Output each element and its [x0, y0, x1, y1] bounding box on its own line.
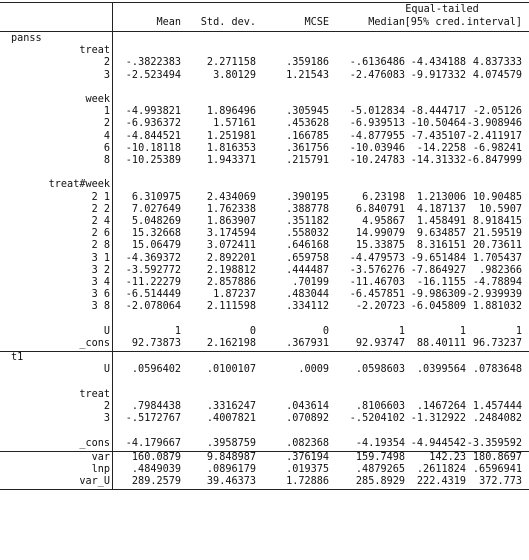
- row-label: 2 1: [91, 191, 110, 203]
- table-row: [0, 155, 529, 167]
- table-row: [0, 192, 529, 204]
- cell-value: -4.434188: [410, 57, 466, 69]
- cell-value: 1.72886: [286, 476, 329, 488]
- cell-value: 4.074579: [472, 69, 522, 81]
- blank-row: [0, 377, 529, 389]
- cell-value: -4.78894: [472, 277, 522, 288]
- cell-value: 1.881032: [472, 301, 522, 313]
- cell-value: 3.072411: [206, 240, 256, 252]
- column-header: Mean: [156, 17, 181, 28]
- subgroup-label: week: [85, 94, 110, 105]
- cell-value: .4849039: [131, 464, 181, 475]
- cell-value: 2.162198: [206, 338, 256, 349]
- cell-value: 8.918415: [472, 216, 522, 227]
- cell-value: .1467264: [416, 401, 466, 412]
- row-label: var: [91, 451, 110, 463]
- cell-value: -10.24783: [349, 155, 405, 166]
- cell-value: .8106603: [355, 401, 405, 412]
- cell-value: 285.8929: [355, 476, 405, 488]
- cell-value: .659758: [286, 252, 329, 264]
- cell-value: 1.87237: [213, 289, 256, 301]
- cell-value: .2611824: [416, 464, 466, 475]
- cell-value: -9.986309: [410, 289, 466, 301]
- cell-value: -6.045809: [410, 301, 466, 313]
- cell-value: .359186: [286, 57, 329, 69]
- row-label: 2 4: [91, 216, 110, 227]
- cell-value: 2.198812: [206, 264, 256, 276]
- cell-value: 4.837333: [472, 57, 522, 69]
- cell-value: -2.411917: [466, 130, 522, 142]
- cell-value: -14.2258: [416, 142, 466, 154]
- cell-value: 1.458491: [416, 216, 466, 227]
- cell-value: 6.310975: [131, 191, 181, 203]
- table-row: [0, 57, 529, 69]
- cell-value: -8.444717: [410, 106, 466, 118]
- cell-value: 9.634857: [416, 228, 466, 240]
- row-label: 2 2: [91, 203, 110, 215]
- row-label: 3: [103, 413, 110, 425]
- table-row: [0, 338, 529, 350]
- blank-row: [0, 314, 529, 326]
- cell-value: 1: [515, 325, 522, 337]
- cell-value: 1.896496: [206, 106, 256, 118]
- section-label: t1: [11, 352, 24, 364]
- cell-value: 5.048269: [131, 216, 181, 227]
- table-row: [0, 289, 529, 301]
- row-label: U: [103, 364, 110, 376]
- cell-value: -4.877955: [349, 130, 405, 142]
- cell-value: 88.40111: [416, 338, 466, 349]
- row-label: U: [103, 325, 110, 337]
- cell-value: -6.847999: [466, 155, 522, 166]
- cell-value: 8.316151: [416, 240, 466, 252]
- subgroup-label: treat: [79, 388, 110, 400]
- table-row: [0, 401, 529, 413]
- cell-value: -10.50464: [410, 118, 466, 130]
- cell-value: .376194: [286, 451, 329, 463]
- header-group-title: Equal-tailed: [405, 4, 479, 15]
- header-group-row: [0, 4, 529, 16]
- cell-value: .334112: [286, 301, 329, 313]
- blank-row: [0, 167, 529, 179]
- cell-value: .0399564: [416, 364, 466, 376]
- cell-value: 6.840791: [355, 203, 405, 215]
- cell-value: 1.863907: [206, 216, 256, 227]
- column-divider: [112, 2, 113, 489]
- cell-value: -.6136486: [349, 57, 405, 69]
- cell-value: -7.435107: [410, 130, 466, 142]
- cell-value: 1.816353: [206, 142, 256, 154]
- cell-value: .388778: [286, 203, 329, 215]
- cell-value: -4.179667: [125, 437, 181, 449]
- cell-value: -6.514449: [125, 289, 181, 301]
- cell-value: .70199: [292, 277, 329, 288]
- table-row: [0, 301, 529, 313]
- cell-value: 3.80129: [213, 69, 256, 81]
- row-label: _cons: [79, 338, 110, 349]
- table-row: [0, 464, 529, 476]
- cell-value: 1.943371: [206, 155, 256, 166]
- cell-value: -4.369372: [125, 252, 181, 264]
- row-label: 2 8: [91, 240, 110, 252]
- top-rule: [0, 2, 529, 3]
- cell-value: .7984438: [131, 401, 181, 412]
- cell-value: .305945: [286, 106, 329, 118]
- cell-value: -6.936372: [125, 118, 181, 130]
- table-row: [0, 265, 529, 277]
- subgroup-label: treat: [79, 45, 110, 57]
- table-row: [0, 326, 529, 338]
- cell-value: .351182: [286, 216, 329, 227]
- cell-value: 10.5907: [479, 203, 522, 215]
- table-row: [0, 438, 529, 450]
- column-header: MCSE: [304, 17, 329, 28]
- row-label: 3: [103, 69, 110, 81]
- cell-value: -4.19354: [355, 437, 405, 449]
- cell-value: -6.98241: [472, 142, 522, 154]
- table-row: [0, 204, 529, 216]
- cell-value: 2.434069: [206, 191, 256, 203]
- cell-value: .043614: [286, 401, 329, 412]
- cell-value: 96.73237: [472, 338, 522, 349]
- cell-value: 1.21543: [286, 69, 329, 81]
- cell-value: -14.31332: [410, 155, 466, 166]
- row-label: 3 6: [91, 289, 110, 301]
- cell-value: 159.7498: [355, 451, 405, 463]
- cell-value: 1: [459, 325, 466, 337]
- cell-value: 7.027649: [131, 203, 181, 215]
- cell-value: .6596941: [472, 464, 522, 475]
- table-row: [0, 253, 529, 265]
- cell-value: 92.93747: [355, 338, 405, 349]
- cell-value: -16.1155: [416, 277, 466, 288]
- cell-value: -11.22279: [125, 277, 181, 288]
- column-header: Std. dev.: [200, 17, 256, 28]
- group-row: [0, 352, 529, 364]
- cell-value: -9.917332: [410, 69, 466, 81]
- cell-value: .4879265: [355, 464, 405, 475]
- cell-value: 1.705437: [472, 252, 522, 264]
- table-row: [0, 413, 529, 425]
- row-label: lnp: [91, 464, 110, 475]
- cell-value: -11.46703: [349, 277, 405, 288]
- cell-value: 1: [398, 325, 405, 337]
- cell-value: -3.359592: [466, 437, 522, 449]
- blank-row: [0, 425, 529, 437]
- cell-value: -4.993821: [125, 106, 181, 118]
- cell-value: -2.523494: [125, 69, 181, 81]
- table-row: [0, 106, 529, 118]
- cell-value: -1.312922: [410, 413, 466, 425]
- cell-value: -9.651484: [410, 252, 466, 264]
- cell-value: 1.251981: [206, 130, 256, 142]
- table-row: [0, 143, 529, 155]
- cell-value: 39.46373: [206, 476, 256, 488]
- table-row: [0, 452, 529, 464]
- cell-value: -2.05126: [472, 106, 522, 118]
- cell-value: -10.18118: [125, 142, 181, 154]
- cell-value: -4.944542: [410, 437, 466, 449]
- row-label: 3 2: [91, 264, 110, 276]
- cell-value: .0598603: [355, 364, 405, 376]
- cell-value: -3.592772: [125, 264, 181, 276]
- cell-value: -2.939939: [466, 289, 522, 301]
- cell-value: -10.25389: [125, 155, 181, 166]
- table-row: [0, 216, 529, 228]
- section-label: panss: [11, 33, 42, 44]
- cell-value: -3.908946: [466, 118, 522, 130]
- cell-value: 2.111598: [206, 301, 256, 313]
- cell-value: .361756: [286, 142, 329, 154]
- row-label: 8: [103, 155, 110, 166]
- cell-value: 160.0879: [131, 451, 181, 463]
- row-label: 3 8: [91, 301, 110, 313]
- cell-value: .0596402: [131, 364, 181, 376]
- column-header: interval]: [466, 17, 522, 28]
- cell-value: 1.57161: [213, 118, 256, 130]
- table-row: [0, 131, 529, 143]
- row-label: 4: [103, 130, 110, 142]
- cell-value: 372.773: [479, 476, 522, 488]
- cell-value: 4.187137: [416, 203, 466, 215]
- group-row: [0, 179, 529, 191]
- cell-value: .4007821: [206, 413, 256, 425]
- cell-value: 10.90485: [472, 191, 522, 203]
- cell-value: 1.213006: [416, 191, 466, 203]
- cell-value: .070892: [286, 413, 329, 425]
- row-label: 2: [103, 401, 110, 412]
- cell-value: .444487: [286, 264, 329, 276]
- row-label: var_U: [79, 476, 110, 488]
- cell-value: 9.848987: [206, 451, 256, 463]
- cell-value: 2.271158: [206, 57, 256, 69]
- table-row: [0, 277, 529, 289]
- table-row: [0, 118, 529, 130]
- group-row: [0, 94, 529, 106]
- group-row: [0, 389, 529, 401]
- cell-value: 6.23198: [362, 191, 405, 203]
- table-row: [0, 364, 529, 376]
- cell-value: 15.32668: [131, 228, 181, 240]
- cell-value: 4.95867: [362, 216, 405, 227]
- row-label: 2: [103, 57, 110, 69]
- cell-value: .390195: [286, 191, 329, 203]
- cell-value: .367931: [286, 338, 329, 349]
- cell-value: .646168: [286, 240, 329, 252]
- cell-value: 1: [174, 325, 181, 337]
- cell-value: -2.476083: [349, 69, 405, 81]
- cell-value: 180.8697: [472, 451, 522, 463]
- cell-value: -7.864927: [410, 264, 466, 276]
- cell-value: .558032: [286, 228, 329, 240]
- row-label: _cons: [79, 437, 110, 449]
- cell-value: .019375: [286, 464, 329, 475]
- cell-value: 2.892201: [206, 252, 256, 264]
- cell-value: 3.174594: [206, 228, 256, 240]
- cell-value: 1.762338: [206, 203, 256, 215]
- cell-value: -2.20723: [355, 301, 405, 313]
- cell-value: 0: [322, 325, 329, 337]
- cell-value: .082368: [286, 437, 329, 449]
- cell-value: 20.73611: [472, 240, 522, 252]
- cell-value: -4.844521: [125, 130, 181, 142]
- cell-value: .0896179: [206, 464, 256, 475]
- cell-value: 1.457444: [472, 401, 522, 412]
- header-columns-row: [0, 17, 529, 29]
- cell-value: .3316247: [206, 401, 256, 412]
- cell-value: .483044: [286, 289, 329, 301]
- bottom-rule: [0, 489, 529, 490]
- cell-value: .166785: [286, 130, 329, 142]
- group-row: [0, 33, 529, 45]
- cell-value: .0100107: [206, 364, 256, 376]
- cell-value: -.5204102: [349, 413, 405, 425]
- cell-value: .453628: [286, 118, 329, 130]
- cell-value: 21.59519: [472, 228, 522, 240]
- cell-value: -10.03946: [349, 142, 405, 154]
- cell-value: 0: [249, 325, 256, 337]
- cell-value: -.3822383: [125, 57, 181, 69]
- column-header: Median: [368, 17, 405, 28]
- table-row: [0, 240, 529, 252]
- cell-value: .3958759: [206, 437, 256, 449]
- cell-value: 15.06479: [131, 240, 181, 252]
- cell-value: 142.23: [429, 451, 466, 463]
- table-row: [0, 70, 529, 82]
- cell-value: 15.33875: [355, 240, 405, 252]
- cell-value: -2.078064: [125, 301, 181, 313]
- header-rule: [0, 31, 529, 32]
- cell-value: -6.939513: [349, 118, 405, 130]
- cell-value: -6.457851: [349, 289, 405, 301]
- cell-value: 289.2579: [131, 476, 181, 488]
- cell-value: 222.4319: [416, 476, 466, 488]
- cell-value: 2.857886: [206, 277, 256, 288]
- table-row: [0, 476, 529, 488]
- subgroup-label: treat#week: [48, 179, 110, 191]
- cell-value: -4.479573: [349, 252, 405, 264]
- cell-value: 14.99079: [355, 228, 405, 240]
- cell-value: 92.73873: [131, 338, 181, 349]
- cell-value: .2484082: [472, 413, 522, 425]
- cell-value: -.5172767: [125, 413, 181, 425]
- cell-value: .982366: [479, 264, 522, 276]
- cell-value: -5.012834: [349, 106, 405, 118]
- row-label: 1: [103, 106, 110, 118]
- row-label: 2: [103, 118, 110, 130]
- cell-value: .0009: [298, 364, 329, 376]
- cell-value: .215791: [286, 155, 329, 166]
- row-label: 6: [103, 142, 110, 154]
- row-label: 2 6: [91, 228, 110, 240]
- cell-value: .0783648: [472, 364, 522, 376]
- group-row: [0, 45, 529, 57]
- cell-value: -3.576276: [349, 264, 405, 276]
- blank-row: [0, 82, 529, 94]
- row-label: 3 4: [91, 277, 110, 288]
- table-row: [0, 228, 529, 240]
- column-header: [95% cred.: [404, 17, 466, 28]
- row-label: 3 1: [91, 252, 110, 264]
